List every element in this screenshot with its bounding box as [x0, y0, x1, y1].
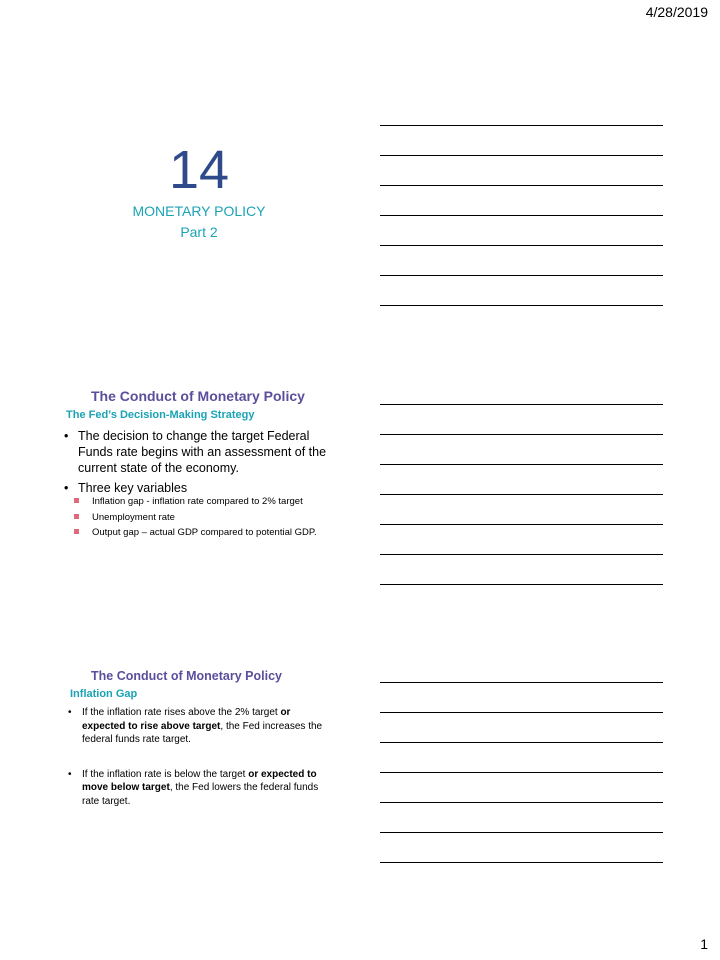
slide-2-title: The Conduct of Monetary Policy: [91, 388, 305, 404]
note-line: [380, 155, 663, 156]
note-line: [380, 862, 663, 863]
slide-3-title: The Conduct of Monetary Policy: [91, 669, 282, 683]
note-line: [380, 305, 663, 306]
note-line: [380, 185, 663, 186]
note-line: [380, 215, 663, 216]
bullet-dot: •: [64, 481, 69, 495]
note-line: [380, 832, 663, 833]
print-date: 4/28/2019: [645, 4, 708, 20]
bullet-item: • If the inflation rate rises above the 2% target or expected to rise above target, the Fed increases the federal funds rate target.: [68, 707, 323, 745]
note-line: [380, 742, 663, 743]
slide-1-subtitle: Part 2: [180, 224, 218, 240]
sub-bullet-item: Output gap – actual GDP compared to potential GDP.: [72, 527, 342, 538]
bullet-dot: •: [68, 768, 72, 780]
sub-bullet-item: Unemployment rate: [72, 512, 342, 523]
square-bullet-icon: [74, 498, 79, 503]
note-line: [380, 772, 663, 773]
slide-3-bullets: [66, 706, 324, 808]
chapter-number: 14: [168, 140, 230, 200]
bullet-item: • The decision to change the target Federal Funds rate begins with an assessment of the current state of the economy.: [64, 429, 327, 475]
note-line: [380, 434, 663, 435]
slide-1-title: MONETARY POLICY: [132, 203, 266, 219]
bullet-item: • If the inflation rate is below the target or expected to move below target, the Fed lowers the federal funds rate target.: [68, 768, 319, 807]
bullet-dot: •: [64, 429, 69, 443]
page-number: 1: [700, 936, 708, 952]
note-line: [380, 584, 663, 585]
bullet-item: • Three key variables: [64, 481, 188, 495]
note-line: [380, 712, 663, 713]
slide-2-subtitle: The Fed’s Decision-Making Strategy: [66, 409, 255, 421]
note-line: [380, 464, 663, 465]
note-line: [380, 404, 663, 405]
slide-2-sub-bullets: [72, 496, 342, 543]
square-bullet-icon: [74, 514, 79, 519]
sub-bullet-item: Inflation gap - inflation rate compared to 2% target: [72, 496, 342, 507]
note-line: [380, 245, 663, 246]
slide-3-subtitle: Inflation Gap: [70, 688, 138, 700]
note-line: [380, 802, 663, 803]
note-line: [380, 554, 663, 555]
note-line: [380, 275, 663, 276]
note-line: [380, 125, 663, 126]
bullet-dot: •: [68, 707, 72, 718]
note-line: [380, 524, 663, 525]
slide-2-bullets: [62, 428, 337, 496]
note-line: [380, 682, 663, 683]
square-bullet-icon: [74, 529, 79, 534]
note-line: [380, 494, 663, 495]
